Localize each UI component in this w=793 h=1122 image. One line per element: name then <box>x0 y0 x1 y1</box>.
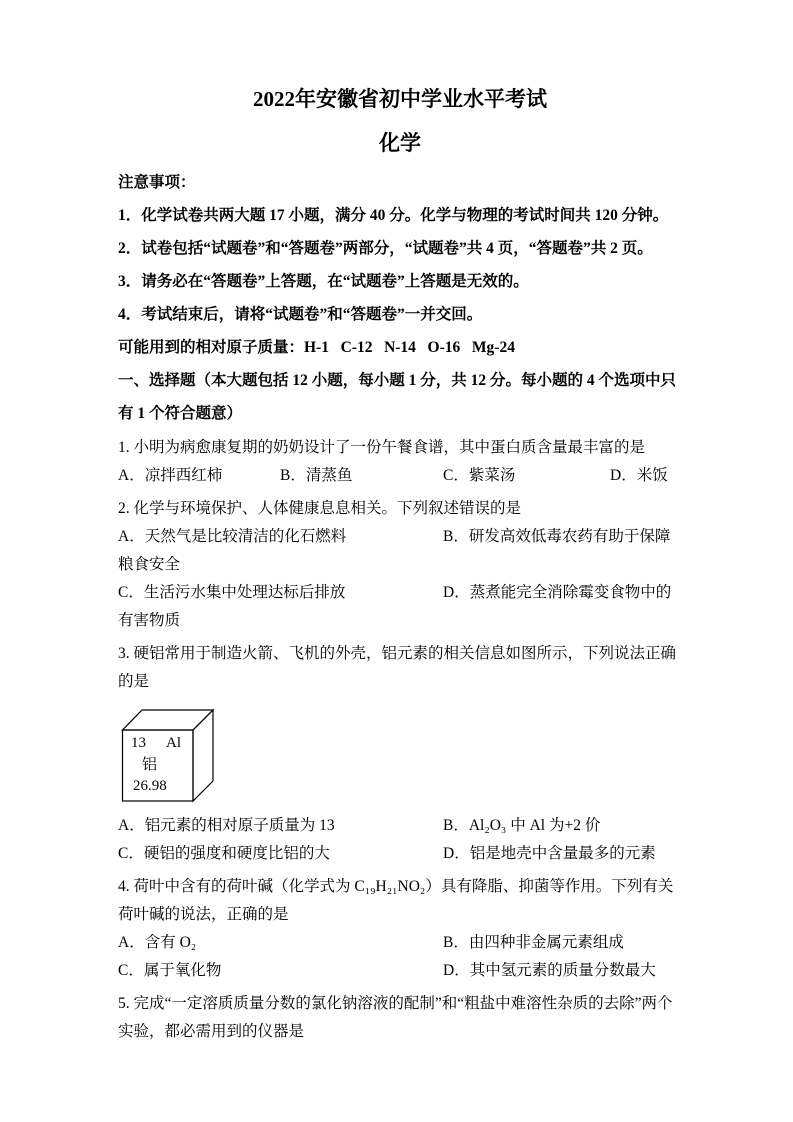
option-c: C．生活污水集中处理达标后排放 <box>118 584 346 601</box>
question-1-options <box>118 462 682 490</box>
notice-item-2: 2．试卷包括“试题卷”和“答题卷”两部分，“试题卷”共 4 页，“答题卷”共 2 页。 <box>118 240 653 257</box>
option-a: A．凉拌西红柿 <box>118 467 223 484</box>
atomic-masses-line: 可能用到的相对原子质量：H-1 C-12 N-14 O-16 Mg-24 <box>118 339 515 356</box>
option-d: D．米饭 <box>610 467 668 484</box>
notice-item-3: 3．请务必在“答题卷”上答题，在“试题卷”上答题是无效的。 <box>118 273 529 290</box>
question-2-options-ab <box>118 523 682 579</box>
option-c: C．紫菜汤 <box>443 467 516 484</box>
element-atomic-number: 13 <box>131 735 146 751</box>
notice-item-1: 1．化学试卷共两大题 17 小题，满分 40 分。化学与物理的考试时间共 120 分钟。 <box>118 207 669 224</box>
option-d: D．其中氢元素的质量分数最大 <box>443 962 656 979</box>
option-b: B．清蒸鱼 <box>280 467 353 484</box>
question-4-options-ab <box>118 929 682 957</box>
question-2-options-cd <box>118 579 682 635</box>
element-info-figure <box>120 702 226 804</box>
element-symbol: Al <box>166 735 181 751</box>
question-2 <box>118 495 682 635</box>
option-c: C．硬铝的强度和硬度比铝的大 <box>118 845 330 862</box>
option-d: D．铝是地壳中含量最多的元素 <box>443 845 656 862</box>
question-4-stem: 4. 荷叶中含有的荷叶碱（化学式为 C₁₉H₂₁NO₂）具有降脂、抑菌等作用。下列有关荷叶碱的说法，正确的是 <box>118 878 674 923</box>
question-5-stem: 5. 完成“一定溶质质量分数的氯化钠溶液的配制”和“粗盐中难溶性杂质的去除”两个实验，都必需用到的仪器是 <box>118 995 673 1040</box>
question-1-stem: 1. 小明为病愈康复期的奶奶设计了一份午餐食谱，其中蛋白质含量最丰富的是 <box>118 439 646 456</box>
question-3-stem: 3. 硬铝常用于制造火箭、飞机的外壳，铝元素的相关信息如图所示，下列说法正确的是 <box>118 645 677 690</box>
notice-heading: 注意事项： <box>118 174 196 191</box>
element-name: 铝 <box>142 757 158 773</box>
option-a: A．铝元素的相对原子质量为 13 <box>118 817 335 834</box>
notice-item-4: 4．考试结束后，请将“试题卷”和“答题卷”一并交回。 <box>118 306 483 323</box>
section-heading: 一、选择题（本大题包括 12 小题，每小题 1 分，共 12 分。每小题的 4 个选项中只有 1 个符合题意） <box>118 372 677 422</box>
option-a: A．含有 O₂ <box>118 934 197 951</box>
question-3-options-ab <box>118 812 682 840</box>
option-d: D．蒸煮能完全消除霉变食物中的有害物质 <box>118 584 672 629</box>
exam-subject: 化学 <box>379 131 421 155</box>
question-4-options-cd <box>118 957 682 985</box>
option-c: C．属于氧化物 <box>118 962 222 979</box>
question-3-options-cd <box>118 840 682 868</box>
option-b: B．Al₂O₃ 中 Al 为+2 价 <box>443 817 601 834</box>
option-b: B．由四种非金属元素组成 <box>443 934 624 951</box>
option-b: B．研发高效低毒农药有助于保障粮食安全 <box>118 528 671 573</box>
question-2-stem: 2. 化学与环境保护、人体健康息息相关。下列叙述错误的是 <box>118 500 522 517</box>
element-atomic-mass: 26.98 <box>133 778 167 794</box>
question-4 <box>118 873 682 985</box>
exam-title: 2022年安徽省初中学业水平考试 <box>253 87 547 111</box>
question-5 <box>118 990 682 1046</box>
question-3 <box>118 640 682 868</box>
question-1 <box>118 434 682 490</box>
option-a: A．天然气是比较清洁的化石燃料 <box>118 528 347 545</box>
